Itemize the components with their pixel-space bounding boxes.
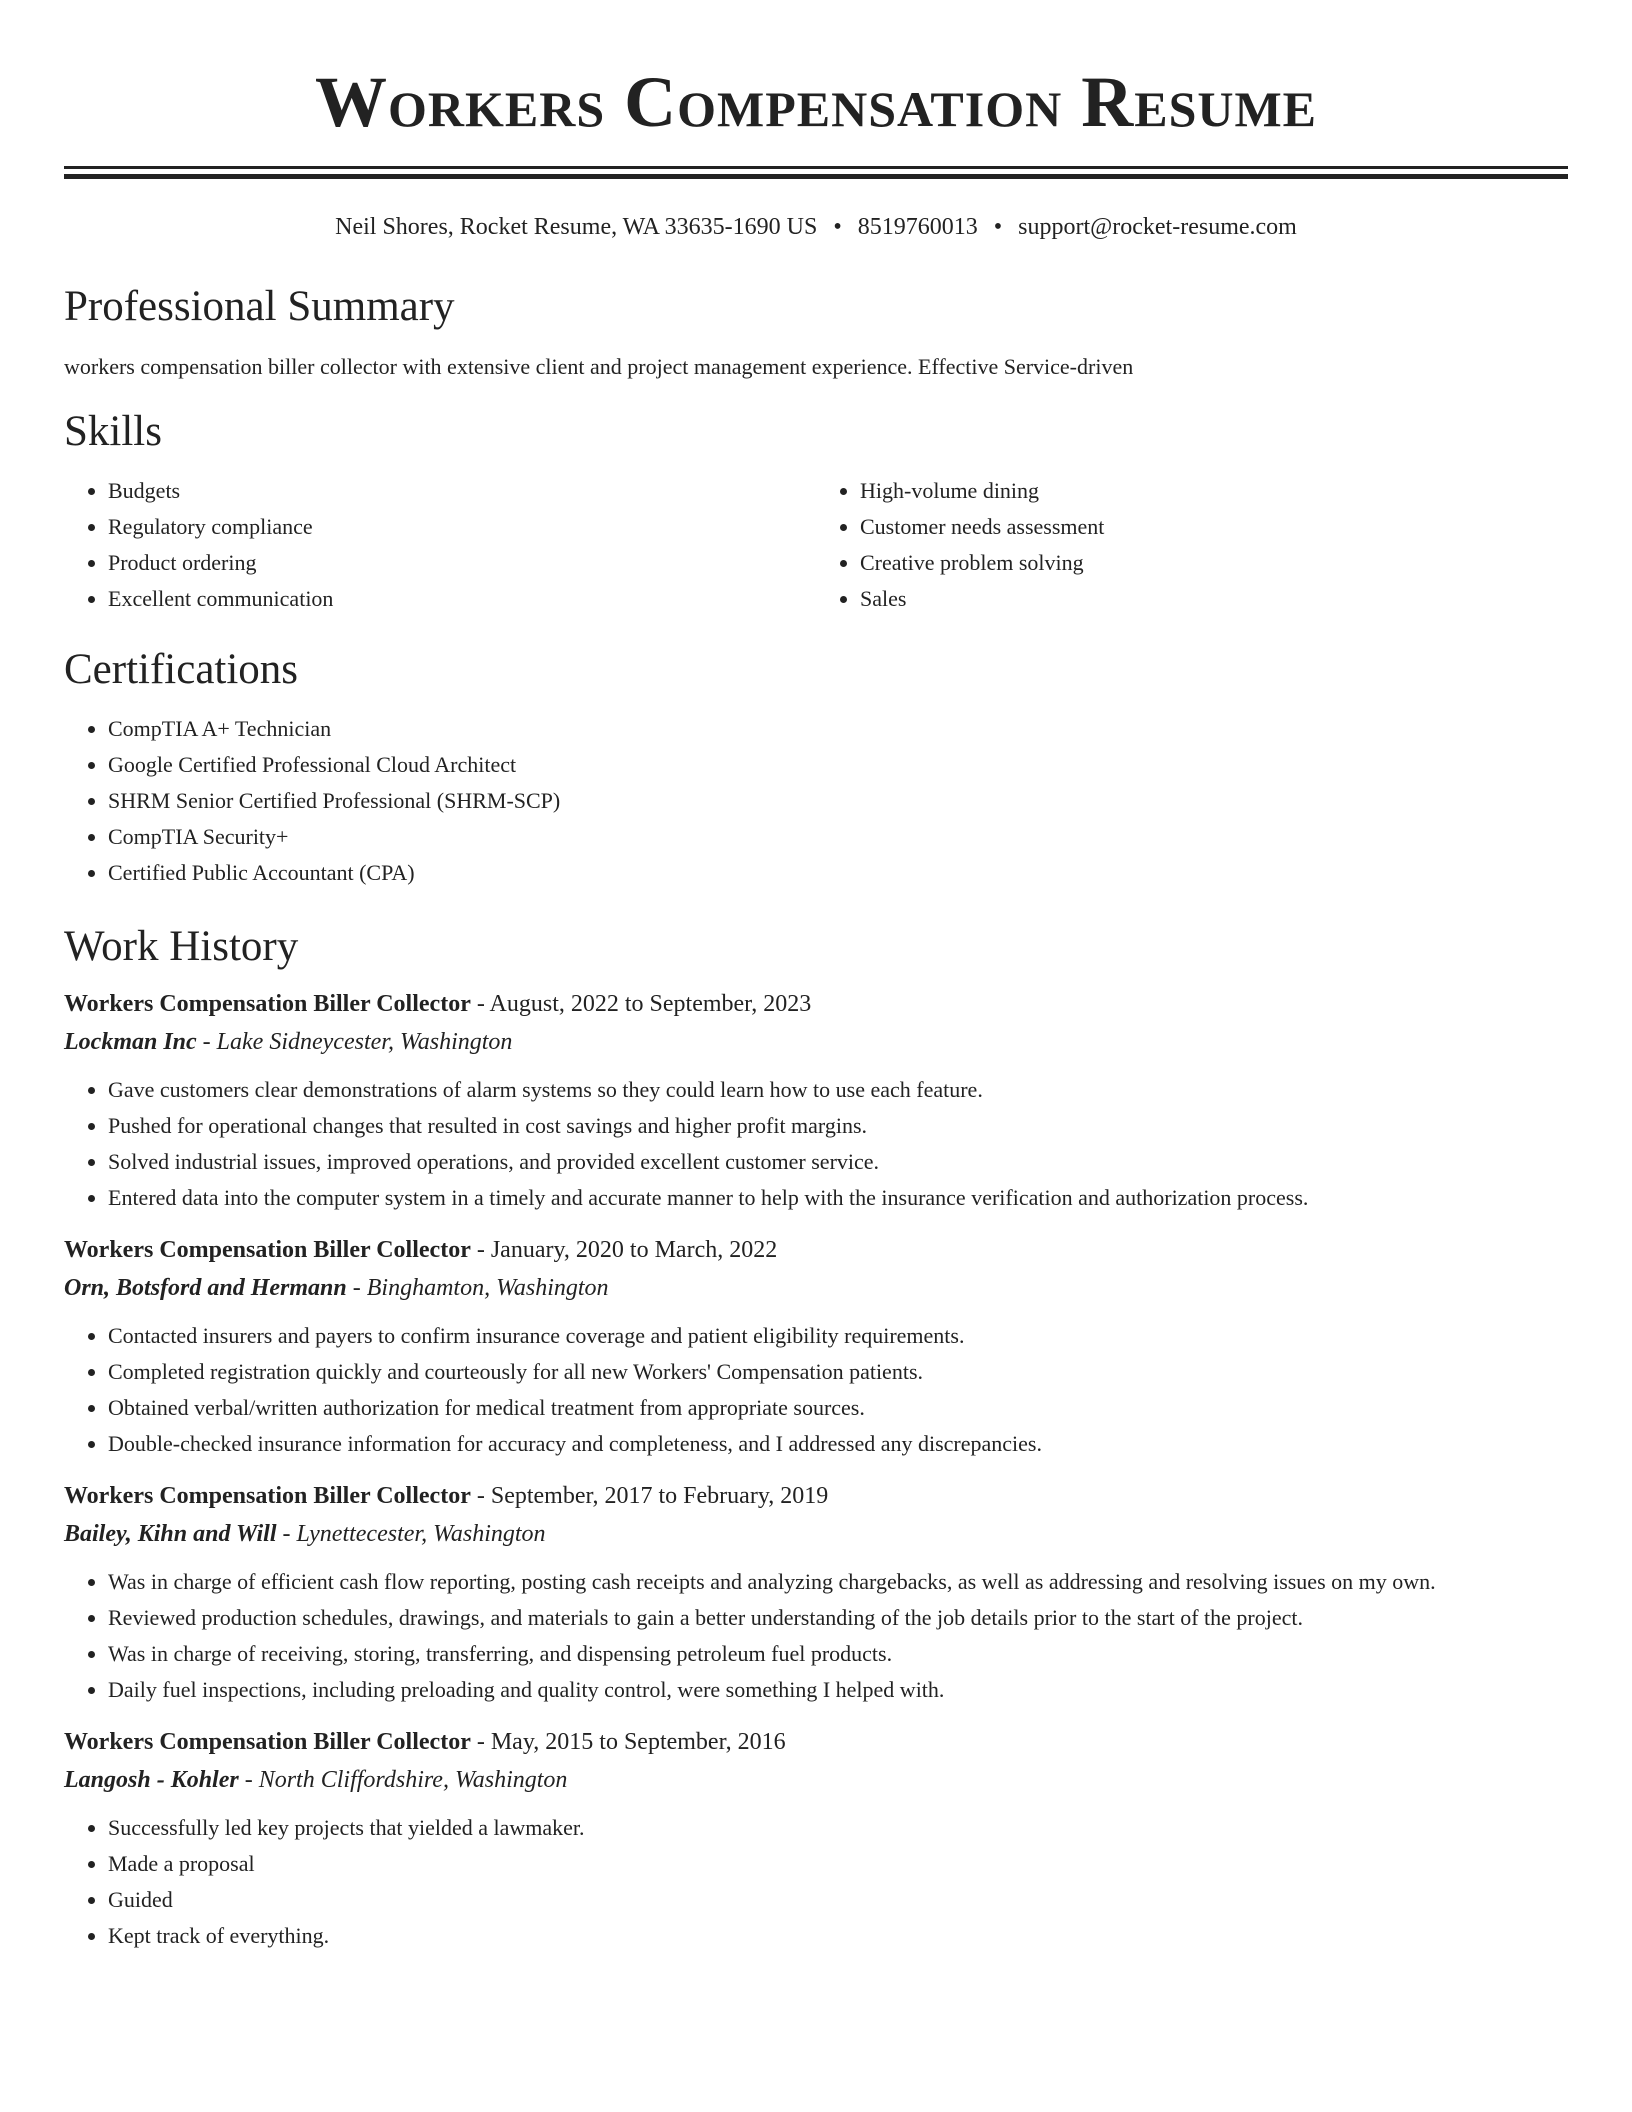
contact-email[interactable]: support@rocket-resume.com — [1018, 214, 1297, 240]
resume-page — [64, 0, 1568, 1954]
job-bullet: • Double-checked insurance information for accuracy and completeness, and I addressed any discrepancies. — [108, 1426, 1568, 1462]
contact-line — [64, 212, 1568, 242]
job-title: Workers Compensation Biller Collector — [64, 1237, 471, 1263]
job-bullet: • Obtained verbal/written authorization for medical treatment from appropriate sources. — [108, 1390, 1568, 1426]
job-bullet: • Was in charge of efficient cash flow reporting, posting cash receipts and analyzing chargebacks, as well as addressing and resolving issues on my own. — [108, 1564, 1568, 1600]
job-bullet: • Contacted insurers and payers to confirm insurance coverage and patient eligibility requirements. — [108, 1318, 1568, 1354]
certification-item: • Google Certified Professional Cloud Architect — [108, 747, 1568, 783]
job-title-line: Workers Compensation Biller Collector - May, 2015 to September, 2016 — [64, 1729, 786, 1755]
summary-text: workers compensation biller collector with extensive client and project management experience. Effective Service-driven — [64, 354, 1134, 379]
job-location: Lake Sidneycester, Washington — [216, 1029, 513, 1055]
job-bullets — [64, 1072, 1568, 1216]
job-company-line: Orn, Botsford and Hermann - Binghamton, Washington — [64, 1275, 609, 1301]
job-bullet: • Guided — [108, 1882, 1568, 1918]
job-dates: September, 2017 to February, 2019 — [490, 1483, 829, 1509]
work-history-heading: Work History — [64, 923, 299, 970]
skill-item: • Creative problem solving — [860, 545, 1568, 581]
job-company: Langosh - Kohler — [64, 1767, 239, 1793]
title-rule-bottom — [64, 174, 1568, 179]
job-bullet: • Entered data into the computer system in a timely and accurate manner to help with the insurance verification and authorization process. — [108, 1180, 1568, 1216]
job-bullet: • Was in charge of receiving, storing, transferring, and dispensing petroleum fuel products. — [108, 1636, 1568, 1672]
job-company: Lockman Inc — [64, 1029, 197, 1055]
job-location: Binghamton, Washington — [366, 1275, 609, 1301]
job-entry — [64, 1480, 1568, 1708]
summary-heading: Professional Summary — [64, 283, 455, 330]
certifications-heading: Certifications — [64, 646, 299, 693]
job-bullets — [64, 1318, 1568, 1462]
job-title-line: Workers Compensation Biller Collector - January, 2020 to March, 2022 — [64, 1237, 778, 1263]
job-bullet: • Reviewed production schedules, drawings, and materials to gain a better understanding of the job details prior to the start of the project. — [108, 1600, 1568, 1636]
job-bullet: • Completed registration quickly and courteously for all new Workers' Compensation patients. — [108, 1354, 1568, 1390]
job-title: Workers Compensation Biller Collector — [64, 1729, 471, 1755]
skill-item: • High-volume dining — [860, 473, 1568, 509]
job-dates: January, 2020 to March, 2022 — [490, 1237, 778, 1263]
certification-item: • Certified Public Accountant (CPA) — [108, 855, 1568, 891]
job-bullet: • Gave customers clear demonstrations of alarm systems so they could learn how to use each feature. — [108, 1072, 1568, 1108]
job-bullets — [64, 1810, 1568, 1954]
skills-column-left — [64, 473, 816, 617]
job-company: Bailey, Kihn and Will — [64, 1521, 277, 1547]
job-bullet: • Made a proposal — [108, 1846, 1568, 1882]
skill-item: • Sales — [860, 581, 1568, 617]
job-dates: August, 2022 to September, 2023 — [489, 991, 812, 1017]
skill-item: • Excellent communication — [108, 581, 816, 617]
contact-separator: • — [993, 214, 1003, 240]
job-company-line: Langosh - Kohler - North Cliffordshire, Washington — [64, 1767, 568, 1793]
job-title: Workers Compensation Biller Collector — [64, 991, 471, 1017]
job-bullet: • Pushed for operational changes that resulted in cost savings and higher profit margins. — [108, 1108, 1568, 1144]
job-company-line: Lockman Inc - Lake Sidneycester, Washington — [64, 1029, 513, 1055]
job-title: Workers Compensation Biller Collector — [64, 1483, 471, 1509]
job-dates: May, 2015 to September, 2016 — [490, 1729, 786, 1755]
title-rule-top — [64, 166, 1568, 169]
resume-title: Workers Compensation Resume — [314, 62, 1318, 142]
skills-list — [64, 473, 1568, 617]
contact-address: Neil Shores, Rocket Resume, WA 33635-1690 US — [335, 214, 818, 240]
job-title-line: Workers Compensation Biller Collector - September, 2017 to February, 2019 — [64, 1483, 829, 1509]
skill-item: • Product ordering — [108, 545, 816, 581]
job-entry — [64, 1234, 1568, 1462]
job-bullets — [64, 1564, 1568, 1708]
skills-heading: Skills — [64, 408, 162, 455]
job-bullet: • Kept track of everything. — [108, 1918, 1568, 1954]
job-location: North Cliffordshire, Washington — [258, 1767, 568, 1793]
skill-item: • Customer needs assessment — [860, 509, 1568, 545]
skills-column-right — [816, 473, 1568, 617]
certification-item: • SHRM Senior Certified Professional (SHRM-SCP) — [108, 783, 1568, 819]
certifications-list — [64, 711, 1568, 891]
job-bullet: • Solved industrial issues, improved operations, and provided excellent customer service. — [108, 1144, 1568, 1180]
job-bullet: • Daily fuel inspections, including preloading and quality control, were something I helped with. — [108, 1672, 1568, 1708]
contact-phone: 8519760013 — [857, 214, 978, 240]
job-title-line: Workers Compensation Biller Collector - August, 2022 to September, 2023 — [64, 991, 812, 1017]
job-bullet: • Successfully led key projects that yielded a lawmaker. — [108, 1810, 1568, 1846]
job-location: Lynettecester, Washington — [296, 1521, 546, 1547]
skill-item: • Budgets — [108, 473, 816, 509]
contact-separator: • — [833, 214, 842, 240]
job-company: Orn, Botsford and Hermann — [64, 1275, 347, 1301]
job-entry — [64, 1726, 1568, 1954]
job-company-line: Bailey, Kihn and Will - Lynettecester, Washington — [64, 1521, 546, 1547]
certification-item: • CompTIA A+ Technician — [108, 711, 1568, 747]
skill-item: • Regulatory compliance — [108, 509, 816, 545]
certification-item: • CompTIA Security+ — [108, 819, 1568, 855]
job-entry — [64, 988, 1568, 1216]
